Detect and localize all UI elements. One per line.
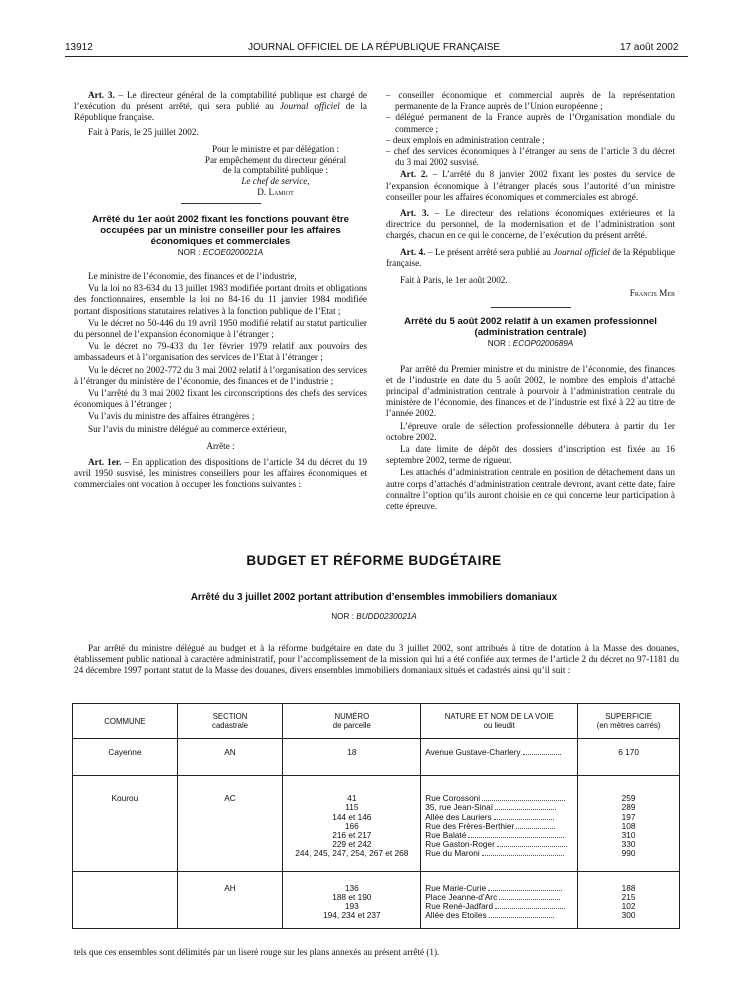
parcelle-cell-text: 193: [344, 900, 359, 911]
signature-block: Pour le ministre et par délégation : Par empêchement du directeur général de la comptabilité publique : Le chef de service, D. Lamiot: [204, 143, 347, 197]
leader-dots: [468, 831, 564, 838]
article-1-text: Art. 1er. – En application des dispositions de l’article 34 du décret du 19 avril 1950 susvisé, les ministres conseillers pour les affaires économiques et commerciales ont vocation à occuper les fonctions suivantes :: [74, 457, 367, 490]
parcelle-cell-text: 115: [345, 802, 359, 813]
paragraph: Vu l’avis du ministre des affaires étrangères ;: [88, 411, 255, 422]
table-row: [73, 739, 680, 776]
arrete-2-nor: NOR : ECOP0200689A: [487, 339, 574, 349]
arrete-1-nor: NOR : ECOE0200021A: [177, 247, 264, 257]
commune-cell: [73, 871, 178, 929]
commune-cell-line: [73, 884, 177, 893]
superficie-cell: [578, 871, 680, 929]
superficie-cell-text: 102: [621, 900, 636, 911]
bullet-item: – délégué permanent de la France auprès de l’Organisation mondiale du commerce ;: [386, 112, 675, 134]
header-nature: NATURE ET NOM DE LA VOIE ou lieudit: [421, 704, 578, 739]
paragraph: Vu le décret no 2002-772 du 3 mai 2002 relatif à l’organisation des services à l’étranger du ministère de l’économie, des finances et de l’industrie ;: [74, 364, 367, 386]
voie-cell-text: Rue Corossoni: [425, 793, 481, 804]
paragraph: Vu le décret no 79-433 du 1er février 1979 relatif aux pouvoirs des ambassadeurs et à l’organisation des services de l’Etat à l’étranger ;: [74, 341, 367, 363]
signature-mer: Francis Mer: [629, 288, 675, 299]
bullet-item: – chef des services économiques à l’étranger au sens de l’article 3 du décret du 3 mai 2002 susvisé.: [386, 146, 675, 168]
leader-dots: [489, 911, 554, 918]
parcelle-cell-text: 229 et 242: [332, 839, 372, 850]
bullet-item: – deux emplois en administration centrale ;: [386, 134, 545, 145]
superficie-cell-text: 300: [621, 910, 636, 921]
parcelle-cell-text: 244, 245, 247, 254, 267 et 268: [295, 848, 409, 859]
paragraph: La date limite de dépôt des dossiers d’inscription est fixée au 16 septembre 2002, terme de rigueur.: [386, 444, 675, 466]
superficie-cell-text: 188: [621, 882, 636, 893]
arrete-3-nor: NOR : BUDD0230021A: [331, 612, 417, 621]
left-column: [74, 90, 367, 491]
paragraph: Vu l’arrêté du 3 mai 2002 fixant les circonscriptions des chefs des services économiques à l’étranger ;: [74, 388, 367, 410]
header-commune: COMMUNE: [73, 704, 178, 739]
leader-dots: [495, 902, 565, 909]
budget-intro: Par arrêté du ministre délégué au budget et à la réforme budgétaire en date du 3 juillet 2002, sont attribués à titre de dotation à la Masse des douanes, établissement public national à caractère administratif, pour l’accomplissement de la mission qui lui a été confiée aux termes de l’article 2 du décret no 97-1181 du 24 décembre 1997 portant statut de la Masse des douanes, divers ensembles immobiliers domaniaux situés et cadastrés ainsi qu’il suit :: [74, 643, 679, 676]
superficie-cell-text: 289: [621, 802, 636, 813]
commune-cell-text: Kourou: [111, 793, 139, 804]
voie-cell-text: Allée des Lauriers: [425, 811, 492, 822]
superficie-cell-text: 197: [621, 811, 636, 822]
section-title: BUDGET ET RÉFORME BUDGÉTAIRE: [246, 553, 502, 568]
voie-cell-line: [421, 911, 577, 920]
superficie-cell-text: 215: [621, 891, 636, 902]
parcelle-cell: [283, 871, 421, 929]
section-cell-text: AH: [224, 882, 236, 893]
voie-cell: [421, 739, 578, 776]
parcelle-cell-text: 216 et 217: [332, 829, 372, 840]
separator: [491, 307, 571, 308]
budget-footer: tels que ces ensembles sont délimités par un liseré rouge sur les plans annexés au présent arrêté (1).: [74, 947, 440, 957]
superficie-cell-line: [578, 911, 679, 920]
voie-cell-text: Rue Gaston-Roger: [425, 839, 495, 850]
fait-a-paris-right: Fait à Paris, le 1er août 2002.: [400, 275, 508, 286]
leader-dots: [488, 884, 562, 891]
arrete-1-title: Arrêté du 1er août 2002 fixant les fonctions pouvant être occupées par un ministre conseiller pour les affaires économiques et commerciales: [92, 213, 349, 247]
voie-cell-text: Rue René-Jadfard: [425, 900, 494, 911]
parcelle-cell-text: 18: [347, 747, 357, 757]
paragraph: Sur l’avis du ministre délégué au commerce extérieur,: [88, 423, 287, 434]
article-2-text: Art. 2. – L’arrêté du 8 janvier 2002 fixant les postes du service de l’expansion économique à l’étranger placés sous l’autorité d’un ministre conseiller pour les affaires économiques et commerciales est abrogé.: [386, 169, 675, 202]
right-column: [386, 90, 675, 512]
superficie-cell-text: 108: [621, 820, 636, 831]
leader-dots: [499, 893, 560, 900]
voie-cell-text: 35, rue Jean-Sinaï: [425, 802, 494, 813]
commune-cell: [73, 739, 178, 776]
leader-dots: [482, 794, 565, 801]
commune-cell: [73, 776, 178, 871]
superficie-cell-text: 310: [621, 829, 636, 840]
commune-cell-line: [73, 794, 177, 803]
parcelle-cell-text: 144 et 146: [332, 811, 372, 822]
leader-dots: [523, 748, 562, 755]
leader-dots: [482, 849, 565, 856]
voie-cell-text: Allée des Etoiles: [425, 910, 487, 921]
page-date: 17 août 2002: [620, 42, 679, 53]
header-numero: NUMÉRO de parcelle: [283, 704, 421, 739]
voie-cell-text: Place Jeanne-d’Arc: [425, 891, 498, 902]
voie-cell-text: Rue Balaté: [425, 829, 467, 840]
parcel-table: [72, 703, 680, 929]
parcelle-cell-text: 188 et 190: [332, 891, 372, 902]
header-rule: [65, 56, 688, 57]
paragraph: Le ministre de l’économie, des finances et de l’industrie,: [88, 271, 297, 281]
separator: [181, 203, 261, 204]
paragraph: Par arrêté du Premier ministre et du ministre de l’économie, des finances et de l’industrie en date du 5 août 2002, le nombre des emplois d’attaché principal d’administration centrale à pourvoir à l’administration centrale du ministère de l’économie, des finances et de l’industrie est fixé à 22 au titre de l’année 2002.: [386, 363, 675, 419]
article-3-text: Art. 3. – Le directeur général de la comptabilité publique est chargé de l’exécution du présent arrêté, qui sera publié au Journal officiel de la République française.: [74, 90, 367, 123]
section-cell-line: [178, 748, 283, 757]
leader-dots: [494, 813, 555, 820]
arrete-1-body: [74, 271, 367, 435]
parcelle-cell-line: [283, 748, 420, 757]
voie-cell-line: [421, 849, 577, 858]
page-number: 13912: [65, 42, 93, 53]
parcelle-cell-text: 166: [344, 820, 359, 831]
commune-cell-text: Cayenne: [108, 747, 142, 757]
journal-title: JOURNAL OFFICIEL DE LA RÉPUBLIQUE FRANÇAISE: [248, 42, 501, 53]
section-cell: [177, 739, 283, 776]
arrete-2-title: Arrêté du 5 août 2002 relatif à un examen professionnel (administration centrale): [404, 316, 657, 339]
section-cell-line: [178, 794, 283, 803]
arrete-word: Arrête :: [206, 440, 235, 451]
superficie-cell-text: 6 170: [618, 747, 639, 757]
section-cell-text: AN: [224, 747, 236, 757]
superficie-cell: [578, 776, 680, 871]
section-cell: [177, 776, 283, 871]
section-cell: [177, 871, 283, 929]
voie-cell-line: [421, 748, 577, 757]
paragraph: Vu le décret no 50-446 du 19 avril 1950 modifié relatif au statut particulier du personnel de l’expansion économique à l’étranger ;: [74, 317, 367, 340]
table-header-row: [73, 704, 680, 739]
voie-cell: [421, 871, 578, 929]
voie-cell-text: Rue du Maroni: [425, 848, 480, 859]
parcelle-cell-line: [283, 849, 420, 858]
parcelle-cell-text: 136: [344, 882, 359, 893]
leader-dots: [516, 822, 555, 829]
paragraph: Vu la loi no 83-634 du 13 juillet 1983 modifiée portant droits et obligations des fonctionnaires, ensemble la loi no 84-16 du 11 janvier 1984 modifiée portant dispositions statutaires relatives à la fonction publique de l’Etat ;: [74, 283, 367, 316]
parcelle-cell-line: [283, 911, 420, 920]
bullet-list: [386, 90, 675, 168]
parcelle-cell-text: 194, 234 et 237: [322, 910, 381, 921]
header-section: SECTION cadastrale: [177, 704, 283, 739]
article-3-right-text: Art. 3. – Le directeur des relations économiques extérieures et la directrice du personnel, de la modernisation et de l’administration sont chargés, chacun en ce qui le concerne, de l’exécution du présent arrêté.: [386, 208, 675, 241]
superficie-cell-text: 330: [621, 839, 636, 850]
leader-dots: [497, 840, 567, 847]
header-superficie: SUPERFICIE (en mètres carrés): [578, 704, 680, 739]
fait-a-paris: Fait à Paris, le 25 juillet 2002.: [88, 126, 199, 137]
bullet-item: – conseiller économique et commercial auprès de la représentation permanente de la France auprès de l’Union européenne ;: [386, 90, 675, 112]
table-row: [73, 776, 680, 871]
paragraph: L’épreuve orale de sélection professionnelle débutera à partir du 1er octobre 2002.: [386, 420, 675, 442]
parcelle-cell-text: 41: [347, 793, 357, 804]
superficie-cell-text: 990: [621, 848, 636, 859]
parcelle-cell: [283, 739, 421, 776]
voie-cell: [421, 776, 578, 871]
paragraph: Les attachés d’administration centrale en position de détachement dans un autre corps d’attachés d’administration centrale devront, avant cette date, faire connaître l’option qu’ils auront choisie en ce qui concerne leur participation à cette épreuve.: [386, 467, 675, 512]
table-row: [73, 871, 680, 929]
leader-dots: [495, 803, 556, 810]
arrete-3-title: Arrêté du 3 juillet 2002 portant attribution d’ensembles immobiliers domaniaux: [190, 592, 558, 603]
voie-cell-text: Rue des Frères-Berthier: [425, 820, 515, 831]
section-cell-line: [178, 884, 283, 893]
commune-cell-line: [73, 748, 177, 757]
arrete-2-body: [386, 364, 675, 513]
superficie-cell-text: 259: [621, 793, 636, 804]
superficie-cell-line: [578, 748, 679, 757]
superficie-cell-line: [578, 849, 679, 858]
superficie-cell: [578, 739, 680, 776]
voie-cell-text: Avenue Gustave-Charlery: [425, 747, 521, 757]
voie-cell-text: Rue Marie-Curie: [425, 882, 487, 893]
parcelle-cell: [283, 776, 421, 871]
article-4-text: Art. 4. – Le présent arrêté sera publié au Journal officiel de la République française.: [386, 246, 675, 268]
section-cell-text: AC: [224, 793, 236, 804]
